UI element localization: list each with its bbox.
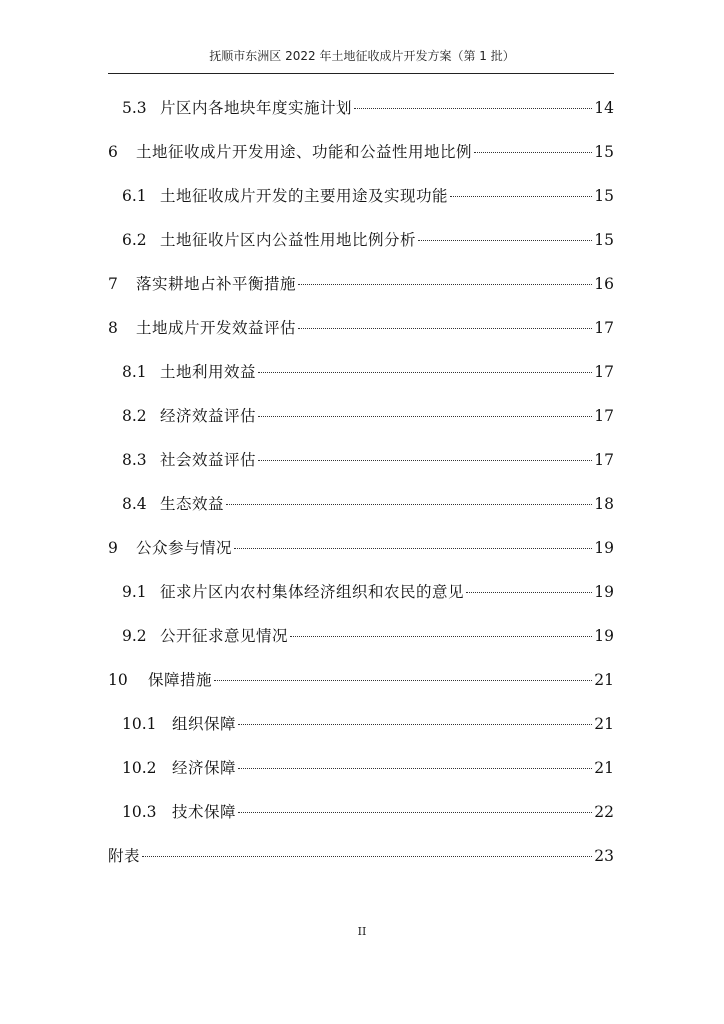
- toc-entry-title: 片区内各地块年度实施计划: [160, 99, 353, 117]
- toc-entry-number: 7: [108, 275, 118, 293]
- toc-entry[interactable]: [108, 668, 614, 690]
- toc-entry[interactable]: [122, 712, 614, 734]
- toc-entry[interactable]: [108, 140, 614, 162]
- toc-entry-title: 附表: [108, 847, 141, 865]
- toc-dot-leader: [234, 547, 592, 549]
- toc-dot-leader: [258, 415, 592, 417]
- toc-entry-title: 土地征收成片开发用途、功能和公益性用地比例: [136, 143, 473, 161]
- toc-dot-leader: [474, 151, 592, 153]
- toc-entry[interactable]: [122, 360, 614, 382]
- toc-entry-number: 10.1: [122, 715, 157, 733]
- toc-entry-page: 19: [594, 627, 614, 645]
- toc-entry[interactable]: [108, 536, 614, 558]
- toc-entry[interactable]: [122, 448, 614, 470]
- toc-entry-title: 土地成片开发效益评估: [136, 319, 297, 337]
- toc-entry-number: 8.4: [122, 495, 147, 513]
- toc-entry-title: 生态效益: [160, 495, 225, 513]
- toc-entry-title: 保障措施: [148, 671, 213, 689]
- toc-dot-leader: [418, 239, 592, 241]
- toc-entry-number: 10.3: [122, 803, 157, 821]
- toc-entry-number: 9.1: [122, 583, 147, 601]
- toc-entry-page: 17: [594, 451, 614, 469]
- toc-entry-number: 6.1: [122, 187, 147, 205]
- toc-entry-page: 21: [594, 715, 614, 733]
- toc-entry-title: 落实耕地占补平衡措施: [136, 275, 297, 293]
- toc-entry-page: 21: [594, 759, 614, 777]
- toc-entry-number: 9: [108, 539, 118, 557]
- toc-entry-page: 19: [594, 583, 614, 601]
- toc-entry-page: 15: [594, 231, 614, 249]
- toc-entry-page: 17: [594, 407, 614, 425]
- toc-entry-page: 22: [594, 803, 614, 821]
- page-number: II: [357, 925, 367, 938]
- toc-entry[interactable]: [122, 800, 614, 822]
- toc-entry-page: 21: [594, 671, 614, 689]
- toc-entry-number: 10: [108, 671, 128, 689]
- toc-dot-leader: [466, 591, 592, 593]
- toc-dot-leader: [298, 327, 592, 329]
- toc-dot-leader: [238, 723, 592, 725]
- toc-entry-number: 9.2: [122, 627, 147, 645]
- toc-entry-number: 8: [108, 319, 118, 337]
- toc-entry-title: 组织保障: [172, 715, 237, 733]
- toc-entry-title: 经济效益评估: [160, 407, 257, 425]
- toc-entry-page: 17: [594, 363, 614, 381]
- toc-dot-leader: [226, 503, 592, 505]
- toc-entry[interactable]: [108, 844, 614, 866]
- toc-dot-leader: [298, 283, 592, 285]
- toc-entry[interactable]: [122, 96, 614, 118]
- toc-entry-title: 公开征求意见情况: [160, 627, 289, 645]
- toc-entry-number: 8.1: [122, 363, 147, 381]
- toc-entry-page: 15: [594, 187, 614, 205]
- toc-entry[interactable]: [122, 184, 614, 206]
- toc-dot-leader: [258, 459, 592, 461]
- toc-entry-number: 5.3: [122, 99, 147, 117]
- toc-entry[interactable]: [122, 756, 614, 778]
- toc-dot-leader: [258, 371, 592, 373]
- toc-dot-leader: [290, 635, 592, 637]
- toc-entry[interactable]: [108, 316, 614, 338]
- toc-entry-number: 10.2: [122, 759, 157, 777]
- toc-entry[interactable]: [108, 272, 614, 294]
- toc-dot-leader: [214, 679, 592, 681]
- toc-entry-page: 14: [594, 99, 614, 117]
- toc-dot-leader: [142, 855, 592, 857]
- toc-entry-title: 经济保障: [172, 759, 237, 777]
- header-rule: [108, 73, 614, 74]
- toc-entry-number: 6: [108, 143, 118, 161]
- toc-entry-page: 23: [594, 847, 614, 865]
- toc-entry[interactable]: [122, 404, 614, 426]
- toc-entry-title: 技术保障: [172, 803, 237, 821]
- toc-entry-title: 社会效益评估: [160, 451, 257, 469]
- toc-entry-number: 6.2: [122, 231, 147, 249]
- toc-entry-page: 18: [594, 495, 614, 513]
- toc-entry[interactable]: [122, 580, 614, 602]
- toc-entry-title: 土地征收片区内公益性用地比例分析: [160, 231, 417, 249]
- toc-entry-number: 8.2: [122, 407, 147, 425]
- toc-entry-title: 公众参与情况: [136, 539, 233, 557]
- toc-entry[interactable]: [122, 624, 614, 646]
- toc-dot-leader: [238, 767, 592, 769]
- toc-entry-page: 19: [594, 539, 614, 557]
- toc-dot-leader: [238, 811, 592, 813]
- toc-entry[interactable]: [122, 228, 614, 250]
- toc-entry-number: 8.3: [122, 451, 147, 469]
- toc-dot-leader: [450, 195, 592, 197]
- toc-entry-title: 土地征收成片开发的主要用途及实现功能: [160, 187, 449, 205]
- toc-entry-page: 17: [594, 319, 614, 337]
- toc-entry-title: 征求片区内农村集体经济组织和农民的意见: [160, 583, 465, 601]
- toc-entry[interactable]: [122, 492, 614, 514]
- page-header: 抚顺市东洲区 2022 年土地征收成片开发方案（第 1 批）: [209, 49, 515, 63]
- toc-entry-title: 土地利用效益: [160, 363, 257, 381]
- toc-entry-page: 16: [594, 275, 614, 293]
- toc-entry-page: 15: [594, 143, 614, 161]
- toc-dot-leader: [354, 107, 592, 109]
